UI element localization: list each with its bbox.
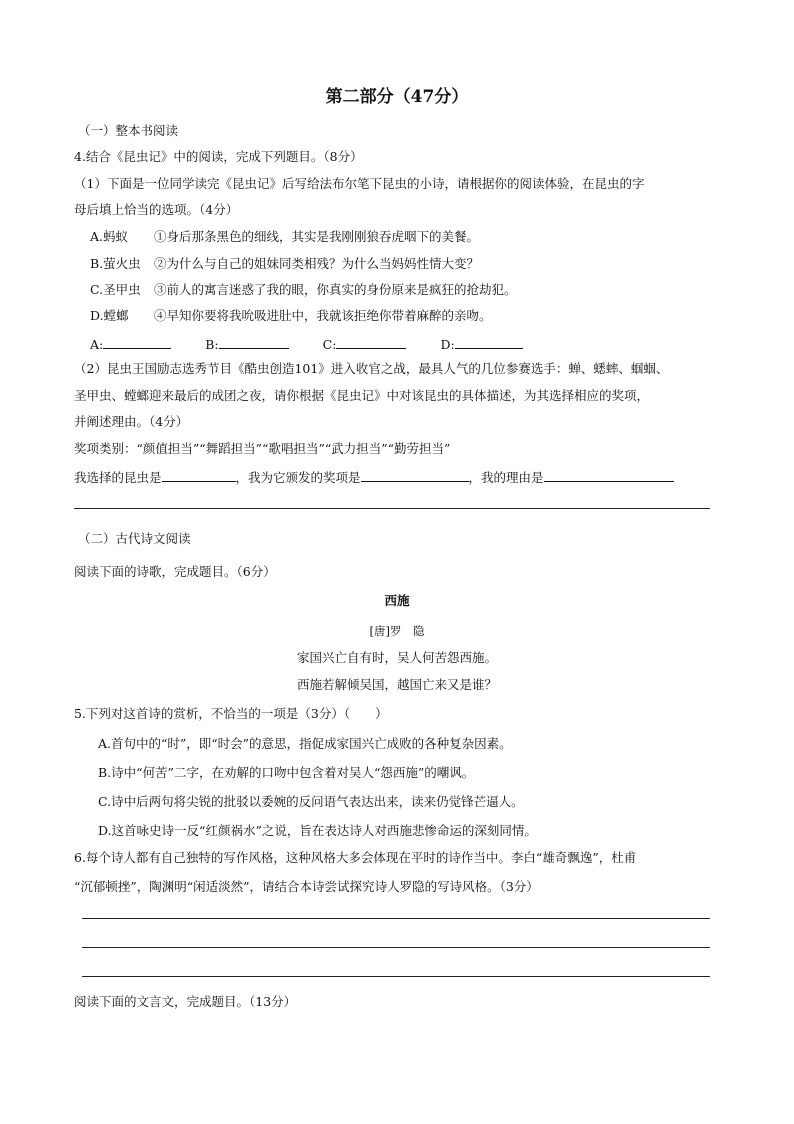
answer-line[interactable] (74, 508, 710, 509)
answer-blank-c[interactable] (336, 334, 406, 349)
q5-choice-d: D.这首咏史诗一反“红颜祸水”之说，旨在表达诗人对西施悲惨命运的深刻同情。 (98, 823, 537, 838)
poem-title: 西施 (384, 593, 410, 608)
q6-answer-line-2[interactable] (82, 947, 710, 948)
fill-part1: 我选择的昆虫是 (74, 470, 162, 485)
fill-part2: ，我为它颁发的奖项是 (235, 470, 361, 485)
q6-line-2: “沉郁顿挫”，陶渊明“闲适淡然”，请结合本诗尝试探究诗人罗隐的写诗风格。（3分） (74, 879, 539, 894)
q4-sub1-line1: （1）下面是一位同学读完《昆虫记》后写给法布尔笔下昆虫的小诗，请根据你的阅读体验，在昆虫的字 (74, 176, 645, 191)
option-a (90, 228, 479, 246)
verse-3: ③前人的寓言迷惑了我的眼，你真实的身份原来是疯狂的抢劫犯。 (154, 282, 517, 297)
option-c (90, 281, 517, 299)
q5-choice-b: B.诗中“何苦”二字，在劝解的口吻中包含着对吴人“怨西施”的嘲讽。 (98, 765, 475, 780)
q4-sub2-line2: 圣甲虫、螳螂迎来最后的成团之夜，请你根据《昆虫记》中对该昆虫的具体描述，为其选择相应的奖项， (74, 388, 650, 403)
classical-intro: 阅读下面的文言文，完成题目。（13分） (74, 994, 297, 1009)
q5-choice-c: C.诗中后两句将尖锐的批驳以委婉的反问语气表达出来，读来仍觉锋芒逼人。 (98, 794, 524, 809)
part1-heading: （一）整本书阅读 (78, 123, 179, 138)
poem-intro: 阅读下面的诗歌，完成题目。（6分） (74, 564, 276, 579)
answer-label-c: C: (322, 337, 337, 352)
q6-line-1: 6.每个诗人都有自己独特的写作风格，这种风格大多会体现在平时的诗作当中。李白“雄奇飘逸”，杜甫 (74, 850, 637, 865)
q4-stem: 4.结合《昆虫记》中的阅读，完成下列题目。（8分） (74, 149, 363, 164)
q4-sub1-line2: 母后填上恰当的选项。（4分） (74, 202, 239, 217)
verse-2: ②为什么与自己的姐妹同类相残？为什么当妈妈性情大变？ (154, 256, 480, 271)
answer-blank-a[interactable] (103, 334, 171, 349)
answer-row (90, 334, 523, 354)
verse-1: ①身后那条黑色的细线，其实是我刚刚狼吞虎咽下的美餐。 (154, 229, 480, 244)
insect-b: B.萤火虫 (90, 256, 141, 271)
insect-c: C.圣甲虫 (90, 282, 141, 297)
award-types: 奖项类别：“颜值担当”“舞蹈担当”“歌唱担当”“武力担当”“勤劳担当” (74, 441, 451, 456)
q6-answer-line-1[interactable] (82, 918, 710, 919)
q6-answer-line-3[interactable] (82, 976, 710, 977)
poem-line-1: 家国兴亡自有时，吴人何苦怨西施。 (296, 650, 497, 665)
insect-d: D.螳螂 (90, 308, 129, 323)
insect-a: A.蚂蚁 (90, 229, 129, 244)
q5-stem: 5.下列对这首诗的赏析，不恰当的一项是（3分）（ ） (74, 706, 388, 721)
answer-blank-d[interactable] (455, 334, 523, 349)
option-b (90, 255, 479, 273)
poem-author: [唐]罗 隐 (369, 624, 425, 638)
verse-4: ④早知你要将我吮吸进肚中，我就该拒绝你带着麻醉的亲吻。 (154, 308, 492, 323)
q4-sub2-line3: 并阐述理由。（4分） (74, 414, 189, 429)
fill-sentence (74, 467, 674, 487)
answer-label-b: B: (205, 337, 219, 352)
award-blank[interactable] (361, 467, 469, 482)
poem-line-2: 西施若解倾吴国，越国亡来又是谁？ (296, 677, 497, 692)
insect-blank[interactable] (162, 467, 236, 482)
option-d (90, 307, 492, 325)
fill-part3: ，我的理由是 (468, 470, 544, 485)
part2-heading: （二）古代诗文阅读 (78, 531, 191, 546)
reason-blank[interactable] (544, 467, 674, 482)
answer-label-a: A: (90, 337, 104, 352)
section-title: 第二部分（47分） (325, 87, 469, 107)
answer-label-d: D: (440, 337, 455, 352)
q4-sub2-line1: （2）昆虫王国励志选秀节目《酷虫创造101》进入收官之战，最具人气的几位参赛选手：蝉、蟋蟀、蝈蝈、 (74, 361, 669, 376)
answer-blank-b[interactable] (219, 334, 289, 349)
q5-choice-a: A.首句中的“时”，即“时会”的意思，指促成家国兴亡成败的各种复杂因素。 (98, 736, 512, 751)
